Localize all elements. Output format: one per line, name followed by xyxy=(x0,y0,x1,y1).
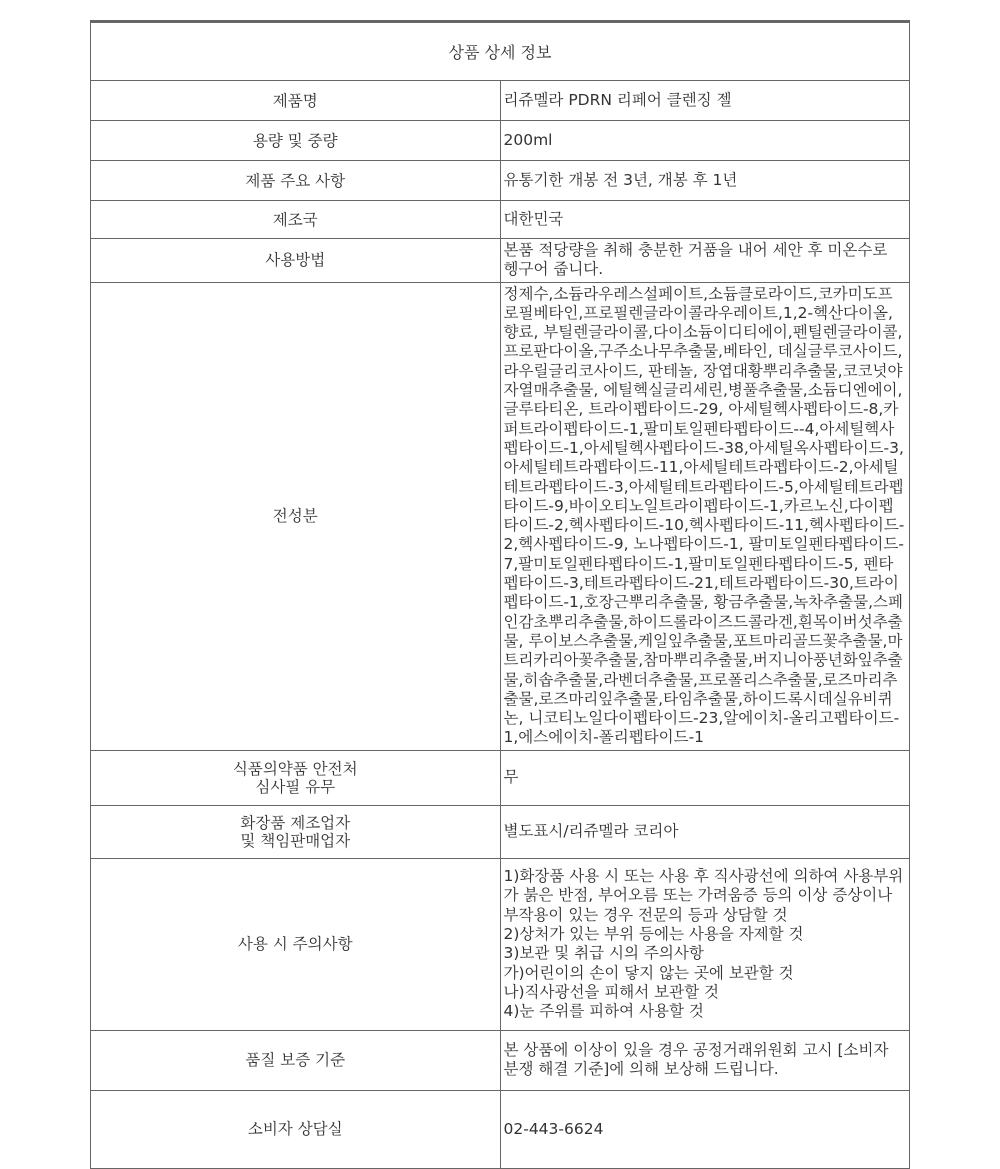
row-label-usage: 사용방법 xyxy=(91,239,501,283)
row-value-customer-service: 02-443-6624 xyxy=(500,1090,910,1168)
table-row xyxy=(91,858,910,1030)
table-row xyxy=(91,1030,910,1090)
precaution-line: 3)보관 및 취급 시의 주의사항 xyxy=(503,944,704,963)
row-label-country: 제조국 xyxy=(91,201,501,239)
row-value-quality-guarantee: 본 상품에 이상이 있을 경우 공정거래위원회 고시 [소비자 분쟁 해결 기준]에 의해 보상해 드립니다. xyxy=(500,1030,910,1090)
row-label-quality-guarantee: 품질 보증 기준 xyxy=(91,1030,501,1090)
row-label-precautions: 사용 시 주의사항 xyxy=(91,858,501,1030)
precaution-line: 나)직사광선을 피해서 보관할 것 xyxy=(503,982,719,1001)
product-info-sheet xyxy=(90,20,910,1169)
table-row xyxy=(91,282,910,750)
table-row xyxy=(91,1090,910,1168)
row-value-volume: 200ml xyxy=(500,121,910,161)
row-label-manufacturer xyxy=(91,805,501,858)
product-info-table xyxy=(90,22,910,1169)
label-line: 식품의약품 안전처 xyxy=(232,759,358,778)
row-value-manufacturer: 별도표시/리쥬멜라 코리아 xyxy=(500,805,910,858)
row-label-customer-service: 소비자 상담실 xyxy=(91,1090,501,1168)
row-value-key-info: 유통기한 개봉 전 3년, 개봉 후 1년 xyxy=(500,161,910,201)
table-header-row xyxy=(91,23,910,81)
row-label-product-name: 제품명 xyxy=(91,81,501,121)
row-label-ingredients: 전성분 xyxy=(91,282,501,750)
precaution-line: 1)화장품 사용 시 또는 사용 후 직사광선에 의하여 사용부위가 붉은 반점, 부어오름 또는 가려움증 등의 이상 증상이나 부작용이 있는 경우 전문의 등과 상담할 것 xyxy=(503,867,904,924)
table-row xyxy=(91,239,910,283)
row-value-product-name: 리쥬멜라 PDRN 리페어 클렌징 젤 xyxy=(500,81,910,121)
row-value-usage: 본품 적당량을 취해 충분한 거품을 내어 세안 후 미온수로 헹구어 줍니다. xyxy=(500,239,910,283)
table-row xyxy=(91,121,910,161)
precaution-line: 2)상처가 있는 부위 등에는 사용을 자제할 것 xyxy=(503,924,804,943)
row-value-precautions xyxy=(500,858,910,1030)
row-label-mfds-review xyxy=(91,750,501,805)
label-line: 화장품 제조업자 xyxy=(240,813,351,832)
row-value-country: 대한민국 xyxy=(500,201,910,239)
row-label-volume: 용량 및 중량 xyxy=(91,121,501,161)
label-line: 및 책임판매업자 xyxy=(240,831,351,850)
table-title: 상품 상세 정보 xyxy=(91,23,910,81)
table-row xyxy=(91,805,910,858)
table-row xyxy=(91,161,910,201)
table-row xyxy=(91,81,910,121)
table-row xyxy=(91,750,910,805)
precaution-line: 가)어린이의 손이 닿지 않는 곳에 보관할 것 xyxy=(503,963,794,982)
row-value-ingredients: 정제수,소듐라우레스설페이트,소듐클로라이드,코카미도프로필베타인,프로필렌글라이콜라우레이트,1,2-헥산다이올, 향료, 부틸렌글라이콜,다이소듐이디티에이,펜틸렌글라이콜,프로판다이올,구주소나무추출물,베타인, 데실글루코사이드, 라우릴글리코사이드, 판테놀, 장엽대황뿌리추출물,코코넛야자열매추출물, 에틸헥실글리세린,병풀추출물,소듐디엔에이,글루타티온, 트라이펩타이드-29, 아세틸헥사펩타이드-8,카퍼트라이펩타이드-1,팔미토일펜타펩타이드--4,아세틸헥사펩타이드-1,아세틸헥사펩타이드-38,아세틸옥사펩타이드-3,아세틸테트라펩타이드-11,아세틸테트라펩타이드-2,아세틸테트라펩타이드-3,아세틸테트라펩타이드-5,아세틸테트라펩타이드-9,바이오티노일트라이펩타이드-1,카르노신,다이펩타이드-2,헥사펩타이드-10,헥사펩타이드-11,헥사펩타이드-2,헥사펩타이드-9, 노나펩타이드-1, 팔미토일펜타펩타이드-7,팔미토일펜타펩타이드-1,팔미토일펜타펩타이드-5, 펜타펩타이드-3,테트라펩타이드-21,테트라펩타이드-30,트라이펩타이드-1,호장근뿌리추출물, 황금추출물,녹차추출물,스페인감초뿌리추출물,하이드롤라이즈드콜라겐,흰목이버섯추출물, 루이보스추출물,케일잎추출물,포트마리골드꽃추출물,마트리카리아꽃추출물,참마뿌리추출물,버지니아풍년화잎추출물,히솝추출물,라벤더추출물,프로폴리스추출물,로즈마리추출물,로즈마리잎추출물,타임추출물,하이드록시데실유비퀴논, 니코티노일다이펩타이드-23,알에이치-올리고펩타이드-1,에스에이치-폴리펩타이드-1 xyxy=(500,282,910,750)
table-row xyxy=(91,201,910,239)
row-label-key-info: 제품 주요 사항 xyxy=(91,161,501,201)
row-value-mfds-review: 무 xyxy=(500,750,910,805)
label-line: 심사필 유무 xyxy=(255,777,336,796)
precaution-line: 4)눈 주위를 피하여 사용할 것 xyxy=(503,1002,704,1021)
